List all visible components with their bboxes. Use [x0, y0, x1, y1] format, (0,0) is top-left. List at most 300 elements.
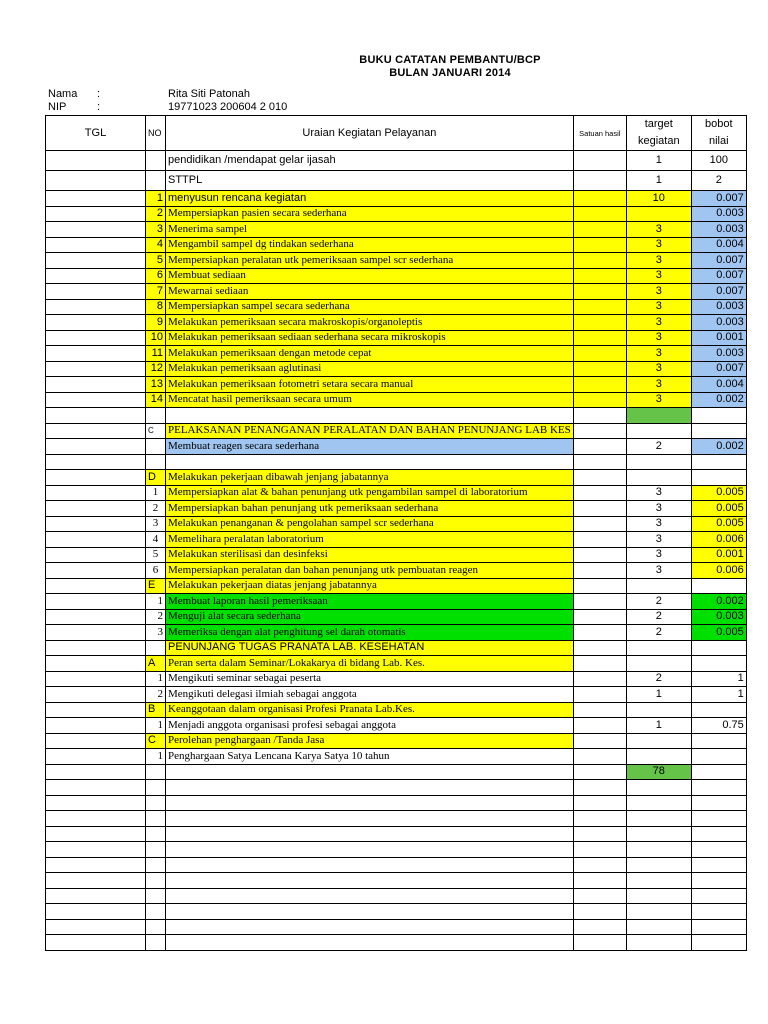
- table-row: [46, 702, 747, 718]
- satuan-cell: [573, 904, 626, 920]
- satuan-cell: [573, 935, 626, 951]
- tgl-cell: [46, 888, 146, 904]
- bobot-cell: 0.005: [691, 485, 746, 501]
- no-cell: 1: [146, 749, 166, 765]
- description-cell: Mempersiapkan bahan penunjang utk pemeriksaan sederhana: [166, 501, 574, 517]
- description-cell: Melakukan penanganan & pengolahan sampel scr sederhana: [166, 516, 574, 532]
- bobot-cell: 0.007: [691, 191, 746, 207]
- tgl-cell: [46, 377, 146, 393]
- satuan-cell: [573, 361, 626, 377]
- table-row: [46, 532, 747, 548]
- no-cell: 13: [146, 377, 166, 393]
- table-header-row: [46, 116, 747, 134]
- target-cell: 1: [626, 718, 691, 734]
- table-row: [46, 733, 747, 749]
- satuan-cell: [573, 171, 626, 191]
- description-cell: Keanggotaan dalam organisasi Profesi Pranata Lab.Kes.: [166, 702, 574, 718]
- target-cell: [626, 578, 691, 594]
- target-cell: [626, 826, 691, 842]
- table-row: [46, 811, 747, 827]
- table-row: [46, 795, 747, 811]
- target-cell: [626, 811, 691, 827]
- tgl-cell: [46, 361, 146, 377]
- activity-table: [45, 115, 747, 951]
- bobot-cell: [691, 470, 746, 486]
- target-cell: 3: [626, 237, 691, 253]
- tgl-cell: [46, 268, 146, 284]
- description-cell: [166, 873, 574, 889]
- table-row: [46, 151, 747, 171]
- bobot-cell: 0.003: [691, 609, 746, 625]
- document-title-line1: BUKU CATATAN PEMBANTU/BCP: [359, 54, 541, 66]
- description-cell: Melakukan pemeriksaan sediaan sederhana secara mikroskopis: [166, 330, 574, 346]
- satuan-cell: [573, 826, 626, 842]
- tgl-cell: [46, 656, 146, 672]
- table-row: [46, 578, 747, 594]
- tgl-cell: [46, 718, 146, 734]
- target-cell: 3: [626, 516, 691, 532]
- tgl-cell: [46, 501, 146, 517]
- bobot-cell: 1: [691, 671, 746, 687]
- table-row: [46, 687, 747, 703]
- document-title-line2: BULAN JANUARI 2014: [389, 67, 511, 79]
- table-row: [46, 284, 747, 300]
- table-row: [46, 904, 747, 920]
- no-cell: 2: [146, 609, 166, 625]
- target-cell: [626, 888, 691, 904]
- table-row: [46, 935, 747, 951]
- no-cell: [146, 439, 166, 455]
- no-cell: A: [146, 656, 166, 672]
- satuan-cell: [573, 563, 626, 579]
- header-target-line2: kegiatan: [626, 133, 691, 151]
- no-cell: [146, 780, 166, 796]
- table-row: [46, 563, 747, 579]
- activity-table-body: [46, 116, 747, 951]
- no-cell: 10: [146, 330, 166, 346]
- target-cell: 3: [626, 547, 691, 563]
- table-row: [46, 423, 747, 439]
- target-cell: 3: [626, 346, 691, 362]
- table-row: [46, 857, 747, 873]
- bobot-cell: 0.007: [691, 268, 746, 284]
- bobot-cell: 1: [691, 687, 746, 703]
- table-row: [46, 315, 747, 331]
- description-cell: Membuat laporan hasil pemeriksaan: [166, 594, 574, 610]
- bobot-cell: 0.001: [691, 547, 746, 563]
- bobot-cell: 0.003: [691, 299, 746, 315]
- target-cell: [626, 935, 691, 951]
- no-cell: 1: [146, 594, 166, 610]
- target-cell: [626, 408, 691, 424]
- no-cell: [146, 795, 166, 811]
- target-cell: 10: [626, 191, 691, 207]
- description-cell: Mengikuti delegasi ilmiah sebagai anggota: [166, 687, 574, 703]
- satuan-cell: [573, 594, 626, 610]
- satuan-cell: [573, 315, 626, 331]
- bobot-cell: 0.002: [691, 594, 746, 610]
- table-row: [46, 609, 747, 625]
- satuan-cell: [573, 919, 626, 935]
- no-cell: C: [146, 423, 166, 439]
- no-cell: 3: [146, 516, 166, 532]
- tgl-cell: [46, 470, 146, 486]
- table-row: [46, 780, 747, 796]
- bobot-cell: [691, 408, 746, 424]
- no-cell: 3: [146, 222, 166, 238]
- tgl-cell: [46, 547, 146, 563]
- description-cell: Memelihara peralatan laboratorium: [166, 532, 574, 548]
- table-row: [46, 640, 747, 656]
- no-cell: [146, 408, 166, 424]
- no-cell: 7: [146, 284, 166, 300]
- target-cell: [626, 873, 691, 889]
- bobot-cell: [691, 935, 746, 951]
- target-cell: 3: [626, 501, 691, 517]
- table-row: [46, 346, 747, 362]
- description-cell: Melakukan pemeriksaan aglutinasi: [166, 361, 574, 377]
- bobot-cell: 0.75: [691, 718, 746, 734]
- satuan-cell: [573, 299, 626, 315]
- tgl-cell: [46, 284, 146, 300]
- header-bobot-line1: bobot: [691, 116, 746, 134]
- tgl-cell: [46, 346, 146, 362]
- description-cell: Mewarnai sediaan: [166, 284, 574, 300]
- no-cell: 2: [146, 206, 166, 222]
- tgl-cell: [46, 454, 146, 470]
- table-row: [46, 501, 747, 517]
- table-row: [46, 764, 747, 780]
- header-tgl: TGL: [46, 116, 146, 151]
- tgl-cell: [46, 532, 146, 548]
- description-cell: [166, 764, 574, 780]
- tgl-cell: [46, 640, 146, 656]
- tgl-cell: [46, 171, 146, 191]
- description-cell: Melakukan pemeriksaan dengan metode cepat: [166, 346, 574, 362]
- description-cell: [166, 454, 574, 470]
- satuan-cell: [573, 532, 626, 548]
- tgl-cell: [46, 485, 146, 501]
- tgl-cell: [46, 687, 146, 703]
- no-cell: 11: [146, 346, 166, 362]
- satuan-cell: [573, 485, 626, 501]
- satuan-cell: [573, 151, 626, 171]
- nip-label: NIP: [48, 101, 67, 113]
- tgl-cell: [46, 315, 146, 331]
- tgl-cell: [46, 594, 146, 610]
- target-cell: 3: [626, 299, 691, 315]
- tgl-cell: [46, 764, 146, 780]
- satuan-cell: [573, 811, 626, 827]
- description-cell: Mempersiapkan pasien secara sederhana: [166, 206, 574, 222]
- tgl-cell: [46, 222, 146, 238]
- target-cell: [626, 656, 691, 672]
- header-uraian: Uraian Kegiatan Pelayanan: [166, 116, 574, 151]
- description-cell: Membuat sediaan: [166, 268, 574, 284]
- description-cell: Mengikuti seminar sebagai peserta: [166, 671, 574, 687]
- description-cell: [166, 408, 574, 424]
- target-cell: 3: [626, 563, 691, 579]
- no-cell: 1: [146, 671, 166, 687]
- tgl-cell: [46, 873, 146, 889]
- no-cell: [146, 857, 166, 873]
- table-row: [46, 826, 747, 842]
- tgl-cell: [46, 392, 146, 408]
- no-cell: 8: [146, 299, 166, 315]
- satuan-cell: [573, 749, 626, 765]
- description-cell: [166, 780, 574, 796]
- satuan-cell: [573, 795, 626, 811]
- target-cell: [626, 702, 691, 718]
- table-row: [46, 237, 747, 253]
- table-row: [46, 516, 747, 532]
- nip-value: 19771023 200604 2 010: [168, 101, 288, 113]
- description-cell: Membuat reagen secara sederhana: [166, 439, 574, 455]
- target-cell: 3: [626, 361, 691, 377]
- bobot-cell: 0.002: [691, 392, 746, 408]
- table-row: [46, 671, 747, 687]
- target-cell: [626, 919, 691, 935]
- satuan-cell: [573, 857, 626, 873]
- no-cell: 6: [146, 268, 166, 284]
- target-cell: 1: [626, 171, 691, 191]
- description-cell: [166, 811, 574, 827]
- satuan-cell: [573, 640, 626, 656]
- satuan-cell: [573, 470, 626, 486]
- target-cell: [626, 640, 691, 656]
- table-row: [46, 470, 747, 486]
- satuan-cell: [573, 330, 626, 346]
- no-cell: [146, 873, 166, 889]
- satuan-cell: [573, 625, 626, 641]
- description-cell: Menguji alat secara sederhana: [166, 609, 574, 625]
- tgl-cell: [46, 439, 146, 455]
- nama-colon: :: [97, 88, 101, 100]
- bobot-cell: 0.003: [691, 206, 746, 222]
- description-cell: Perolehan penghargaan /Tanda Jasa: [166, 733, 574, 749]
- bobot-cell: [691, 764, 746, 780]
- bobot-cell: 100: [691, 151, 746, 171]
- bobot-cell: 0.007: [691, 284, 746, 300]
- bobot-cell: [691, 423, 746, 439]
- no-cell: C: [146, 733, 166, 749]
- bobot-cell: [691, 640, 746, 656]
- bobot-cell: [691, 656, 746, 672]
- satuan-cell: [573, 718, 626, 734]
- target-cell: 3: [626, 377, 691, 393]
- description-cell: Memeriksa dengan alat penghitung sel darah otomatis: [166, 625, 574, 641]
- bobot-cell: 0.003: [691, 222, 746, 238]
- table-row: [46, 594, 747, 610]
- bobot-cell: [691, 780, 746, 796]
- description-cell: Melakukan sterilisasi dan desinfeksi: [166, 547, 574, 563]
- description-cell: Mempersiapkan peralatan utk pemeriksaan sampel scr sederhana: [166, 253, 574, 269]
- no-cell: 1: [146, 718, 166, 734]
- bobot-cell: [691, 857, 746, 873]
- header-bobot-line2: nilai: [691, 133, 746, 151]
- satuan-cell: [573, 408, 626, 424]
- satuan-cell: [573, 439, 626, 455]
- tgl-cell: [46, 780, 146, 796]
- bobot-cell: [691, 811, 746, 827]
- satuan-cell: [573, 284, 626, 300]
- bobot-cell: 0.005: [691, 501, 746, 517]
- target-cell: [626, 733, 691, 749]
- target-cell: 1: [626, 151, 691, 171]
- target-cell: 3: [626, 268, 691, 284]
- no-cell: 1: [146, 485, 166, 501]
- target-cell: 3: [626, 315, 691, 331]
- description-cell: Mempersiapkan alat & bahan penunjang utk pengambilan sampel di laboratorium: [166, 485, 574, 501]
- no-cell: [146, 919, 166, 935]
- description-cell: Melakukan pekerjaan diatas jenjang jabatannya: [166, 578, 574, 594]
- bobot-cell: [691, 702, 746, 718]
- table-row: [46, 485, 747, 501]
- target-cell: 3: [626, 532, 691, 548]
- no-cell: [146, 842, 166, 858]
- description-cell: Menerima sampel: [166, 222, 574, 238]
- table-row: [46, 842, 747, 858]
- no-cell: 6: [146, 563, 166, 579]
- satuan-cell: [573, 454, 626, 470]
- table-row: [46, 408, 747, 424]
- tgl-cell: [46, 578, 146, 594]
- no-cell: 12: [146, 361, 166, 377]
- satuan-cell: [573, 222, 626, 238]
- tgl-cell: [46, 625, 146, 641]
- description-cell: [166, 857, 574, 873]
- tgl-cell: [46, 702, 146, 718]
- description-cell: [166, 826, 574, 842]
- table-row: [46, 268, 747, 284]
- tgl-cell: [46, 857, 146, 873]
- bobot-cell: 0.002: [691, 439, 746, 455]
- table-row: [46, 191, 747, 207]
- table-row: [46, 888, 747, 904]
- tgl-cell: [46, 935, 146, 951]
- table-row: [46, 361, 747, 377]
- bobot-cell: 0.007: [691, 361, 746, 377]
- satuan-cell: [573, 237, 626, 253]
- table-row: [46, 253, 747, 269]
- target-cell: [626, 904, 691, 920]
- target-cell: 3: [626, 485, 691, 501]
- table-row: [46, 625, 747, 641]
- tgl-cell: [46, 749, 146, 765]
- satuan-cell: [573, 687, 626, 703]
- bobot-cell: [691, 826, 746, 842]
- target-cell: 3: [626, 392, 691, 408]
- description-cell: [166, 935, 574, 951]
- tgl-cell: [46, 609, 146, 625]
- satuan-cell: [573, 578, 626, 594]
- target-cell: [626, 454, 691, 470]
- description-cell: [166, 904, 574, 920]
- satuan-cell: [573, 780, 626, 796]
- table-row: [46, 873, 747, 889]
- satuan-cell: [573, 268, 626, 284]
- table-row: [46, 377, 747, 393]
- bobot-cell: 0.003: [691, 315, 746, 331]
- no-cell: [146, 764, 166, 780]
- satuan-cell: [573, 888, 626, 904]
- target-cell: 3: [626, 330, 691, 346]
- no-cell: 2: [146, 687, 166, 703]
- satuan-cell: [573, 423, 626, 439]
- satuan-cell: [573, 377, 626, 393]
- tgl-cell: [46, 842, 146, 858]
- bobot-cell: 0.005: [691, 625, 746, 641]
- description-cell: Mencatat hasil pemeriksaan secara umum: [166, 392, 574, 408]
- bobot-cell: [691, 888, 746, 904]
- satuan-cell: [573, 191, 626, 207]
- satuan-cell: [573, 516, 626, 532]
- target-cell: 2: [626, 439, 691, 455]
- bobot-cell: 0.007: [691, 253, 746, 269]
- target-cell: [626, 423, 691, 439]
- target-cell: [626, 749, 691, 765]
- no-cell: [146, 640, 166, 656]
- satuan-cell: [573, 547, 626, 563]
- no-cell: [146, 454, 166, 470]
- tgl-cell: [46, 563, 146, 579]
- satuan-cell: [573, 702, 626, 718]
- table-row: [46, 439, 747, 455]
- description-cell: Mengambil sampel dg tindakan sederhana: [166, 237, 574, 253]
- target-cell: [626, 780, 691, 796]
- tgl-cell: [46, 811, 146, 827]
- target-cell: [626, 206, 691, 222]
- no-cell: [146, 826, 166, 842]
- no-cell: 5: [146, 547, 166, 563]
- tgl-cell: [46, 671, 146, 687]
- nip-colon: :: [97, 101, 101, 113]
- target-cell: 2: [626, 625, 691, 641]
- description-cell: PELAKSANAN PENANGANAN PERALATAN DAN BAHAN PENUNJANG LAB KES: [166, 423, 574, 439]
- target-cell: [626, 842, 691, 858]
- bobot-cell: [691, 733, 746, 749]
- bobot-cell: [691, 873, 746, 889]
- header-no: NO: [146, 116, 166, 151]
- tgl-cell: [46, 330, 146, 346]
- bobot-cell: [691, 795, 746, 811]
- tgl-cell: [46, 904, 146, 920]
- no-cell: [146, 888, 166, 904]
- bobot-cell: [691, 578, 746, 594]
- satuan-cell: [573, 501, 626, 517]
- no-cell: 1: [146, 191, 166, 207]
- tgl-cell: [46, 826, 146, 842]
- table-row: [46, 656, 747, 672]
- description-cell: [166, 919, 574, 935]
- description-cell: Penghargaan Satya Lencana Karya Satya 10 tahun: [166, 749, 574, 765]
- no-cell: E: [146, 578, 166, 594]
- no-cell: [146, 904, 166, 920]
- no-cell: 4: [146, 237, 166, 253]
- satuan-cell: [573, 842, 626, 858]
- no-cell: [146, 151, 166, 171]
- description-cell: STTPL: [166, 171, 574, 191]
- tgl-cell: [46, 299, 146, 315]
- tgl-cell: [46, 795, 146, 811]
- description-cell: Melakukan pekerjaan dibawah jenjang jabatannya: [166, 470, 574, 486]
- description-cell: Melakukan pemeriksaan fotometri setara secara manual: [166, 377, 574, 393]
- target-cell: 3: [626, 253, 691, 269]
- bobot-cell: [691, 919, 746, 935]
- satuan-cell: [573, 346, 626, 362]
- table-row: [46, 749, 747, 765]
- tgl-cell: [46, 151, 146, 171]
